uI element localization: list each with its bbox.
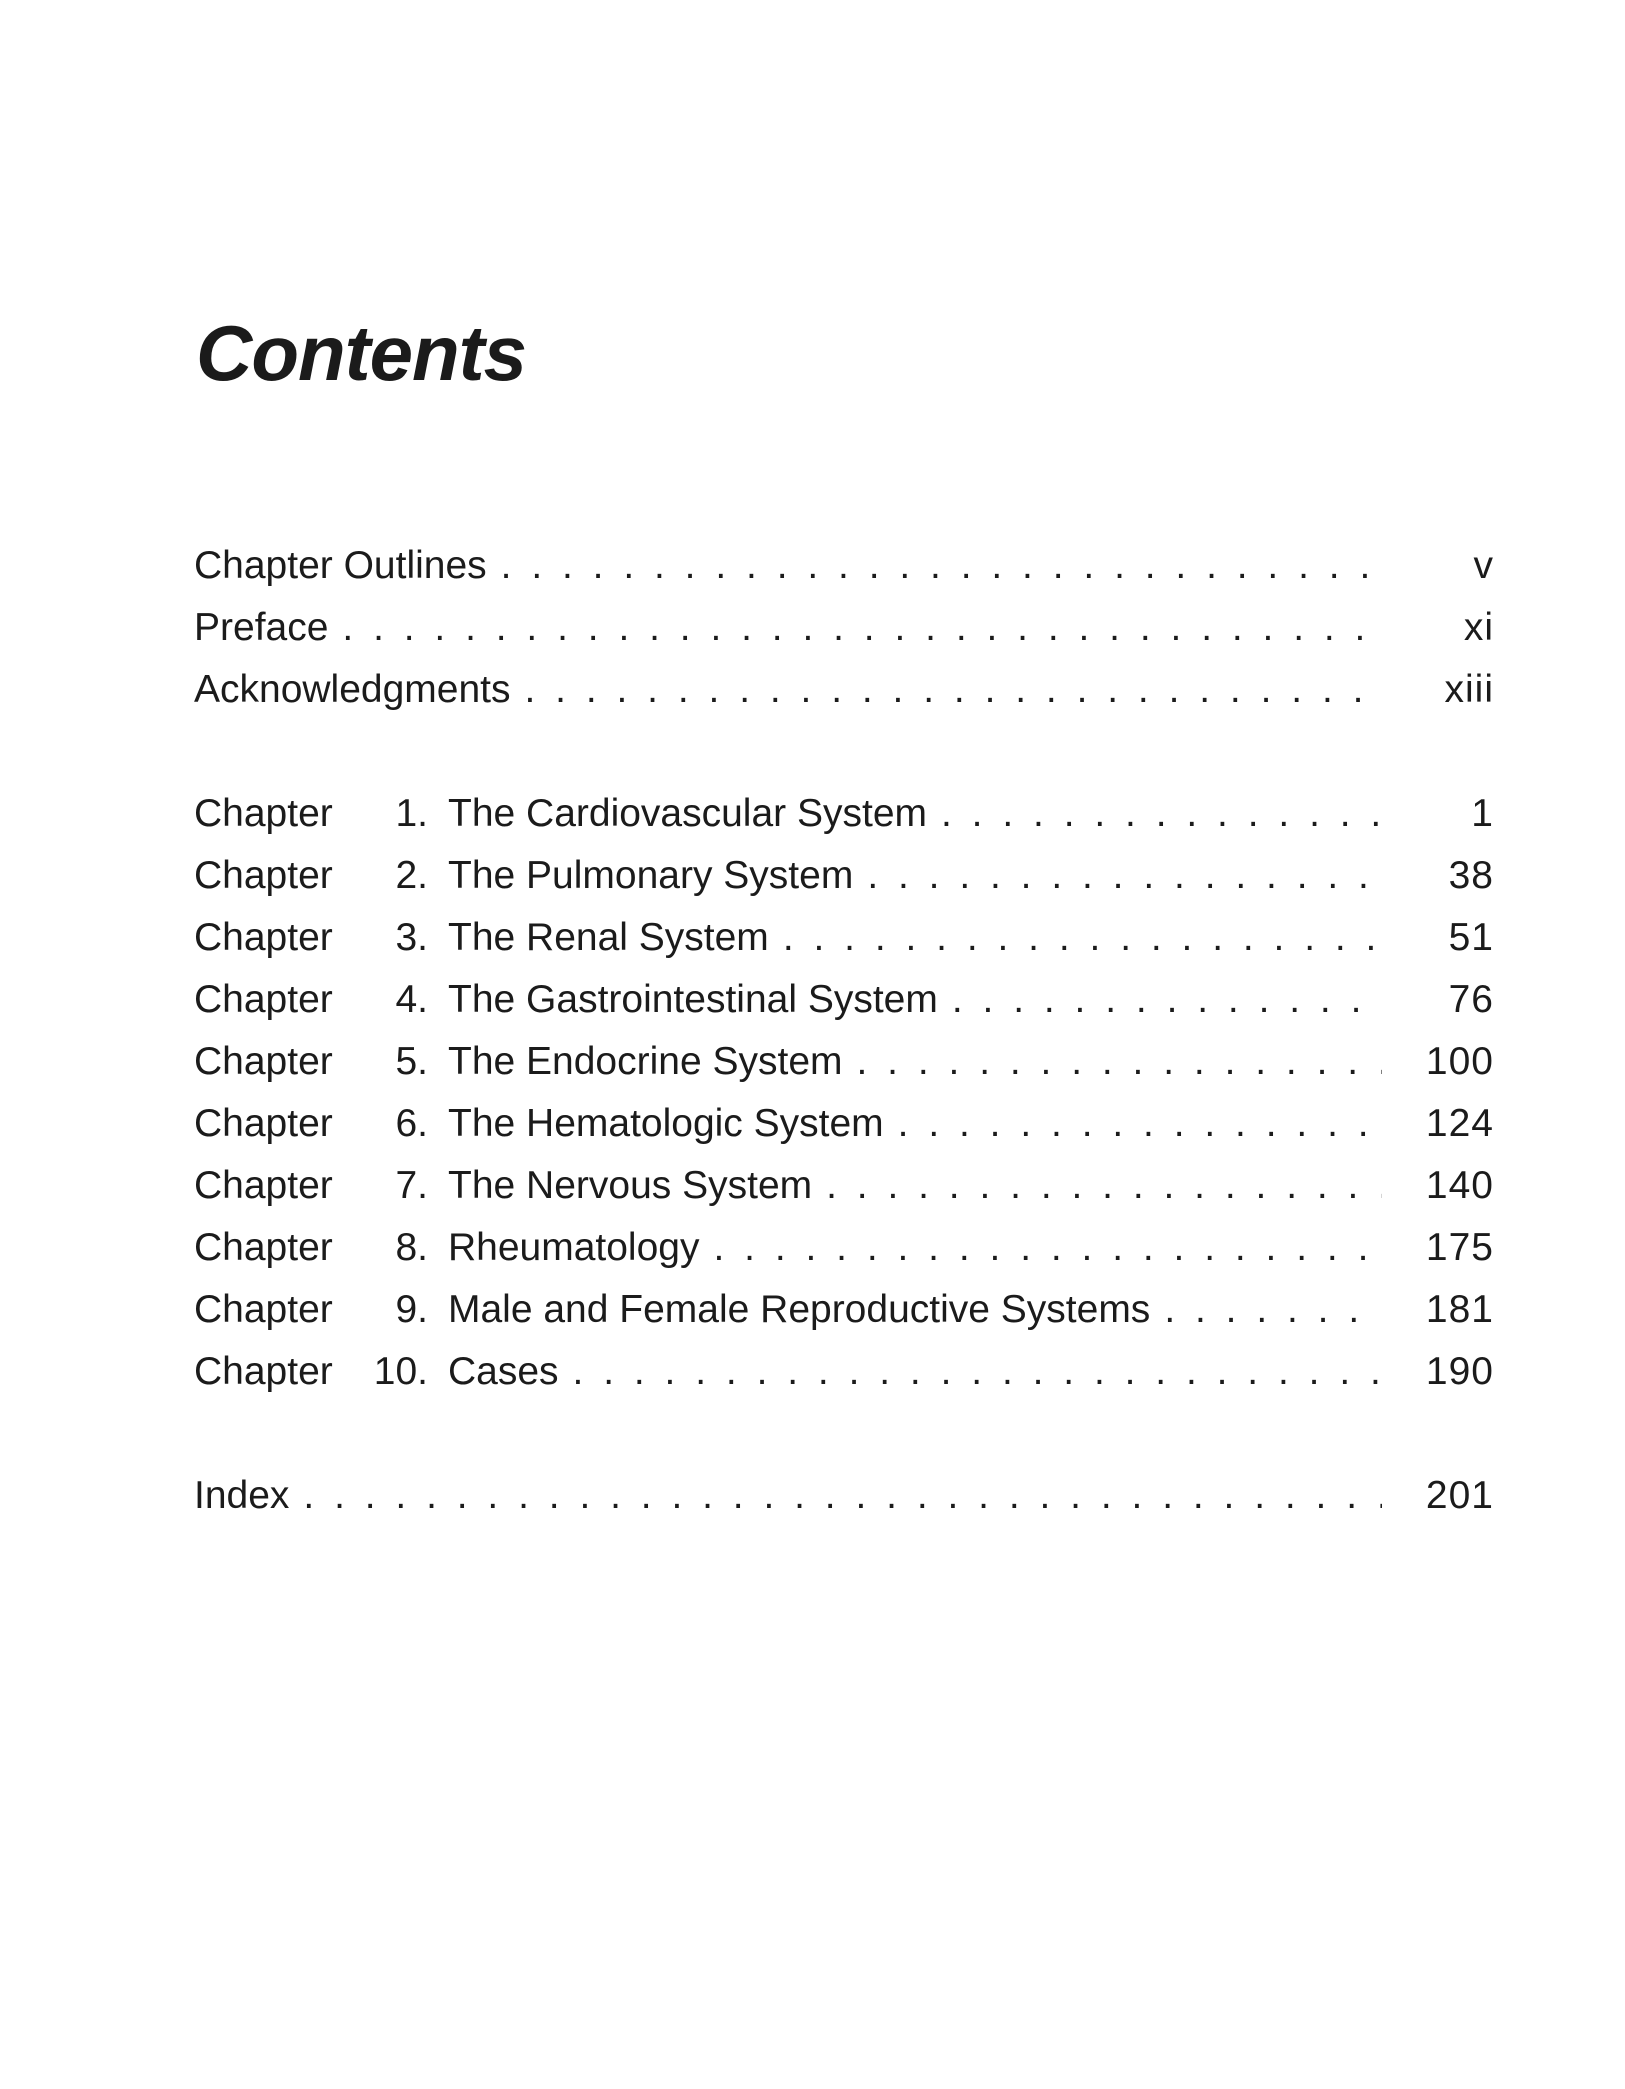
table-of-contents xyxy=(194,535,1494,1527)
chapter-number: 9. xyxy=(395,1288,428,1331)
toc-entry-chapter-8[interactable] xyxy=(194,1217,1494,1279)
dot-leader xyxy=(1164,1279,1382,1341)
toc-page-number: 51 xyxy=(1448,916,1494,959)
chapter-label: Chapter xyxy=(194,1350,333,1393)
toc-entry-title: The Nervous System xyxy=(448,1164,813,1207)
toc-entry-title: Chapter Outlines xyxy=(194,544,487,587)
chapter-prefix xyxy=(194,1155,434,1217)
chapter-number: 8. xyxy=(395,1226,428,1269)
toc-entry-title: Acknowledgments xyxy=(194,668,511,711)
chapter-number: 1. xyxy=(395,792,428,835)
chapter-prefix xyxy=(194,1279,434,1341)
toc-page-number: 201 xyxy=(1425,1474,1494,1517)
toc-page-number: 190 xyxy=(1425,1350,1494,1393)
toc-entry-chapter-10[interactable] xyxy=(194,1341,1494,1403)
toc-entry-chapter-1[interactable] xyxy=(194,783,1494,845)
toc-entry-title: The Cardiovascular System xyxy=(448,792,928,835)
dot-leader xyxy=(898,1093,1382,1155)
back-matter-list xyxy=(194,1465,1494,1527)
toc-page-number: 181 xyxy=(1425,1288,1494,1331)
dot-leader xyxy=(501,535,1382,597)
toc-page-number: 175 xyxy=(1425,1226,1494,1269)
chapter-label: Chapter xyxy=(194,1040,333,1083)
chapter-number: 4. xyxy=(395,978,428,1021)
chapter-label: Chapter xyxy=(194,978,333,1021)
toc-entry-title: The Gastrointestinal System xyxy=(448,978,938,1021)
toc-page-number: xiii xyxy=(1444,668,1494,711)
toc-entry-chapter-4[interactable] xyxy=(194,969,1494,1031)
toc-entry-chapter-5[interactable] xyxy=(194,1031,1494,1093)
dot-leader xyxy=(342,597,1382,659)
toc-entry-chapter-2[interactable] xyxy=(194,845,1494,907)
toc-entry-preface[interactable] xyxy=(194,597,1494,659)
toc-page-number: 1 xyxy=(1471,792,1494,835)
chapter-label: Chapter xyxy=(194,1102,333,1145)
toc-page-number: 38 xyxy=(1448,854,1494,897)
chapter-prefix xyxy=(194,1031,434,1093)
dot-leader xyxy=(525,659,1383,721)
front-matter-list xyxy=(194,535,1494,721)
chapter-prefix xyxy=(194,845,434,907)
dot-leader xyxy=(952,969,1382,1031)
dot-leader xyxy=(783,907,1382,969)
chapter-prefix xyxy=(194,969,434,1031)
toc-entry-title: Index xyxy=(194,1474,290,1517)
dot-leader xyxy=(573,1341,1382,1403)
toc-entry-title: Preface xyxy=(194,606,329,649)
dot-leader xyxy=(303,1465,1382,1527)
toc-page-number: 124 xyxy=(1425,1102,1494,1145)
toc-entry-chapter-outlines[interactable] xyxy=(194,535,1494,597)
toc-page-number: v xyxy=(1473,544,1494,587)
chapter-prefix xyxy=(194,907,434,969)
chapter-label: Chapter xyxy=(194,1164,333,1207)
toc-entry-chapter-9[interactable] xyxy=(194,1279,1494,1341)
toc-entry-chapter-6[interactable] xyxy=(194,1093,1494,1155)
toc-entry-title: The Pulmonary System xyxy=(448,854,854,897)
page-title: Contents xyxy=(196,309,526,397)
toc-entry-chapter-7[interactable] xyxy=(194,1155,1494,1217)
chapter-label: Chapter xyxy=(194,1288,333,1331)
chapter-prefix xyxy=(194,1217,434,1279)
chapter-number: 7. xyxy=(395,1164,428,1207)
chapter-number: 3. xyxy=(395,916,428,959)
dot-leader xyxy=(826,1155,1382,1217)
toc-page-number: 140 xyxy=(1425,1164,1494,1207)
dot-leader xyxy=(867,845,1382,907)
toc-entry-chapter-3[interactable] xyxy=(194,907,1494,969)
toc-entry-title: The Hematologic System xyxy=(448,1102,884,1145)
chapter-label: Chapter xyxy=(194,1226,333,1269)
chapter-label: Chapter xyxy=(194,792,333,835)
chapter-prefix xyxy=(194,783,434,845)
toc-entry-title: Male and Female Reproductive Systems xyxy=(448,1288,1151,1331)
dot-leader xyxy=(941,783,1382,845)
toc-page-number: 76 xyxy=(1448,978,1494,1021)
chapter-number: 6. xyxy=(395,1102,428,1145)
chapter-list xyxy=(194,783,1494,1403)
dot-leader xyxy=(713,1217,1382,1279)
toc-entry-title: Cases xyxy=(448,1350,559,1393)
dot-leader xyxy=(857,1031,1382,1093)
toc-entry-title: The Renal System xyxy=(448,916,769,959)
toc-entry-title: Rheumatology xyxy=(448,1226,700,1269)
chapter-prefix xyxy=(194,1341,434,1403)
toc-entry-acknowledgments[interactable] xyxy=(194,659,1494,721)
toc-entry-title: The Endocrine System xyxy=(448,1040,843,1083)
toc-page-number: xi xyxy=(1463,606,1494,649)
chapter-number: 10. xyxy=(373,1350,428,1393)
chapter-label: Chapter xyxy=(194,854,333,897)
chapter-number: 2. xyxy=(395,854,428,897)
chapter-label: Chapter xyxy=(194,916,333,959)
toc-page-number: 100 xyxy=(1425,1040,1494,1083)
chapter-prefix xyxy=(194,1093,434,1155)
toc-entry-index[interactable] xyxy=(194,1465,1494,1527)
chapter-number: 5. xyxy=(395,1040,428,1083)
